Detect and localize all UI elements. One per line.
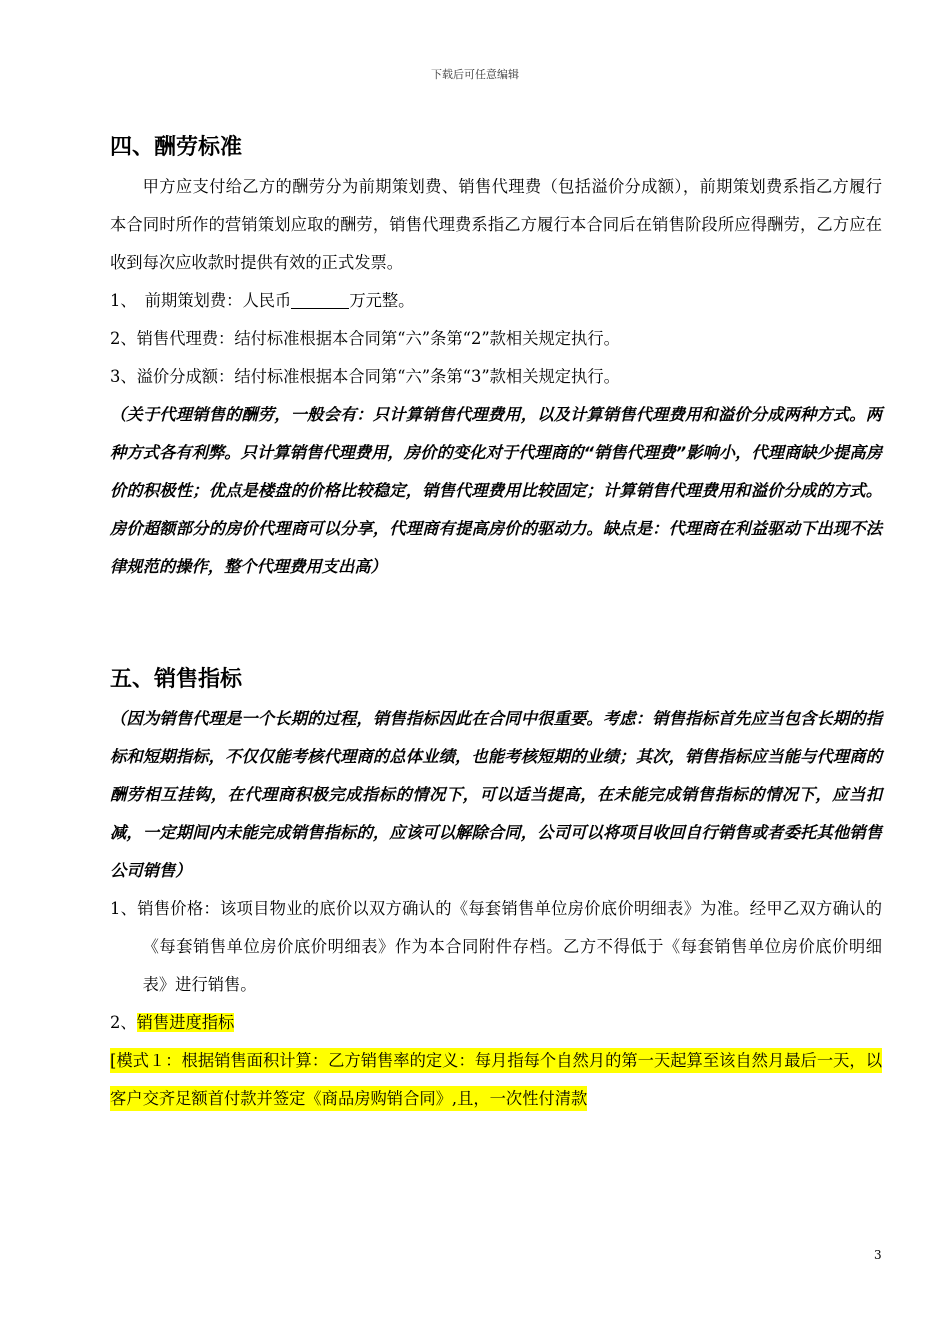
page-number: 3 xyxy=(874,1248,882,1262)
section-4-item-2: 2、销售代理费：结付标准根据本合同第“六”条第“2”款相关规定执行。 xyxy=(110,329,620,348)
item-1-suffix: 万元整。 xyxy=(349,291,415,310)
item-2-label: 销售进度指标 xyxy=(136,1013,235,1032)
item-1-prefix: 1、 前期策划费：人民币 xyxy=(110,291,292,310)
section-4-note: （关于代理销售的酬劳，一般会有：只计算销售代理费用，以及计算销售代理费用和溢价分成两种方式。两种方式各有利弊。只计算销售代理费用，房价的变化对于代理商的“销售代理费”影响小，代理商缺少提高房价的积极性；优点是楼盘的价格比较稳定，销售代理费用比较固定；计算销售代理费用和溢价分成的方式。房价超额部分的房价代理商可以分享，代理商有提高房价的驱动力。缺点是：代理商在利益驱动下出现不法律规范的操作，整个代理费用支出高） xyxy=(110,405,882,576)
section-4-item-1 xyxy=(110,282,882,320)
section-4-item-3: 3、溢价分成额：结付标准根据本合同第“六”条第“3”款相关规定执行。 xyxy=(110,367,620,386)
section-5-title: 五、销售指标 xyxy=(110,667,243,692)
amount-blank xyxy=(291,292,349,309)
document-body xyxy=(110,128,882,1118)
section-4-title: 四、酬劳标准 xyxy=(110,135,243,160)
section-5-note: （因为销售代理是一个长期的过程，销售指标因此在合同中很重要。考虑：销售指标首先应当包含长期的指标和短期指标，不仅仅能考核代理商的总体业绩，也能考核短期的业绩；其次，销售指标应当能与代理商的酬劳相互挂钩，在代理商积极完成指标的情况下，可以适当提高，在未能完成销售指标的情况下，应当扣减，一定期间内未能完成销售指标的，应该可以解除合同，公司可以将项目收回自行销售或者委托其他销售公司销售） xyxy=(110,709,882,880)
section-spacer xyxy=(110,586,882,658)
section-5-item-1: 1、销售价格：该项目物业的底价以双方确认的《每套销售单位房价底价明细表》为准。经甲乙双方确认的《每套销售单位房价底价明细表》作为本合同附件存档。乙方不得低于《每套销售单位房价底价明细表》进行销售。 xyxy=(110,899,882,994)
mode-1-text: [模式１：根据销售面积计算：乙方销售率的定义：每月指每个自然月的第一天起算至该自然月最后一天，以客户交齐足额首付款并签定《商品房购销合同》,且，一次性付清款 xyxy=(110,1048,882,1111)
page-header: 下载后可任意编辑 xyxy=(431,68,519,81)
section-4-intro: 甲方应支付给乙方的酬劳分为前期策划费、销售代理费（包括溢价分成额），前期策划费系指乙方履行本合同时所作的营销策划应取的酬劳，销售代理费系指乙方履行本合同后在销售阶段所应得酬劳，乙方应在收到每次应收款时提供有效的正式发票。 xyxy=(110,177,882,272)
item-2-number: 2、 xyxy=(110,1013,137,1032)
mode-1-paragraph xyxy=(110,1042,882,1118)
section-5-item-2 xyxy=(110,1004,882,1042)
